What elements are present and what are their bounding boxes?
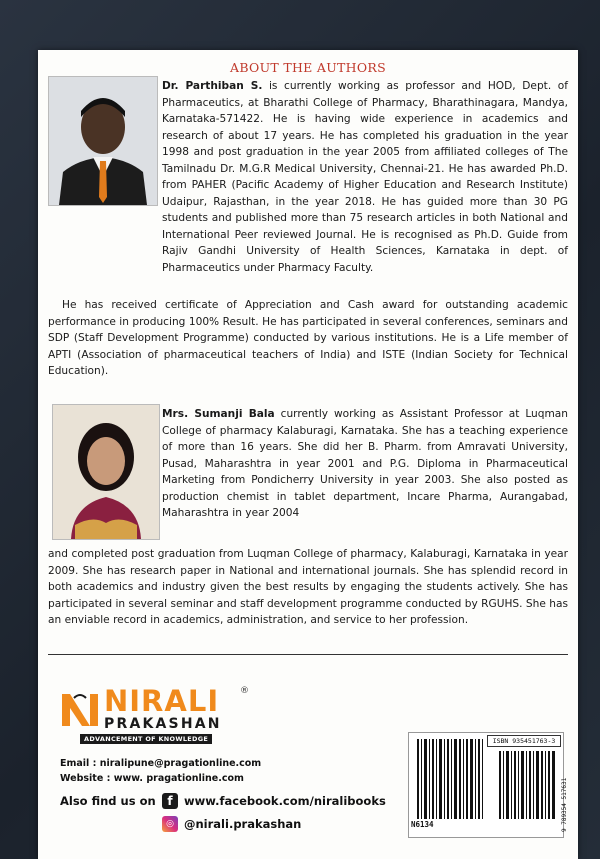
author1-bio-second: He has received certificate of Appreciation and Cash award for outstanding academic performance in producing 100% Result. He has participated in several conferences, seminars and SDP (Staff Development Programme) conducted by various institutions. He is a Life member of APTI (Association of pharmaceutical teachers of India) and ISTE (Indian Society for Technical Education). xyxy=(48,299,568,377)
book-logo-icon xyxy=(60,688,100,730)
section-heading: ABOUT THE AUTHORS xyxy=(230,60,386,75)
email-text: Email : niralipune@pragationline.com xyxy=(60,758,262,769)
author2-bio-text: currently working as Assistant Professor at Luqman College of pharmacy Kalaburagi, Karnataka. She has a teaching experience of more than 16 years. She did her B. Pharm. from Amravati University, Pusad, Maharashtra in year 2001 and P.G. Diploma in Pharmaceutical Marketing from Pondicherry University in year 2003. She also posted as production chemist in tablet department, Incare Pharma, Aurangabad, Maharashtra in year 2004 xyxy=(162,408,569,519)
author1-photo xyxy=(48,76,158,206)
author1-bio xyxy=(162,78,568,276)
author1-name: Dr. Parthiban S. xyxy=(162,80,263,92)
facebook-link[interactable]: www.facebook.com/niralibooks xyxy=(184,794,386,808)
logo-tagline: ADVANCEMENT OF KNOWLEDGE xyxy=(80,734,212,744)
author1-bio-text: is currently working as professor and HOD, Dept. of Pharmaceutics, at Bharathi College of Pharmacy, Bharathinagara, Mandya, Karnataka-571422. He is having wide experience in academics and research of about 17 years. He has completed his graduation in the year 1998 and post graduation in the year 2005 from affiliated colleges of The Tamilnadu Dr. M.G.R Medical University, Chennai-21. He has awarded Ph.D. from PAHER (Pacific Academy of Higher Education and Research Institute) Udaipur, Rajasthan, in the year 2018. He has guided more than 30 PG students and published more than 75 research articles in both National and International Peer reviewed Journal. He is recognised as Ph.D. Guide from Rajiv Gandhi University of Health Sciences, Karnataka in dept. of Pharmaceutics under Pharmacy Faculty. xyxy=(162,80,568,274)
author2-bio-continued xyxy=(48,546,568,629)
section-divider xyxy=(48,654,568,655)
facebook-icon[interactable]: f xyxy=(162,793,178,809)
author2-bio-second: and completed post graduation from Luqman College of pharmacy, Kalaburagi, Karnataka in year 2009. She has research paper in National and international journals. She has splendid record in both academics and industry given the best results by engaging the students actively. She has participated in several seminar and staff development programme conducted by RGUHS. She has an enviable record in academics, administration, and service to her profession. xyxy=(48,548,568,626)
back-cover-page xyxy=(38,50,578,859)
instagram-link[interactable]: @nirali.prakashan xyxy=(184,817,302,831)
logo-subtitle: PRAKASHAN xyxy=(104,716,222,732)
registered-mark: ® xyxy=(240,686,249,696)
website-text: Website : www. pragationline.com xyxy=(60,773,244,784)
logo-word: NIRALI xyxy=(104,684,220,718)
publisher-logo xyxy=(60,684,249,746)
book-code: N6134 xyxy=(411,820,434,829)
barcode-digits: 9 789354 517631 xyxy=(561,777,568,832)
author2-bio xyxy=(162,406,568,522)
isbn-label: ISBN 935451763-3 xyxy=(487,735,561,747)
author2-name: Mrs. Sumanji Bala xyxy=(162,408,275,420)
find-us-label: Also find us on xyxy=(60,794,156,808)
author2-photo xyxy=(52,404,160,540)
instagram-icon[interactable]: ◎ xyxy=(162,816,178,832)
author1-bio-continued xyxy=(48,297,568,380)
